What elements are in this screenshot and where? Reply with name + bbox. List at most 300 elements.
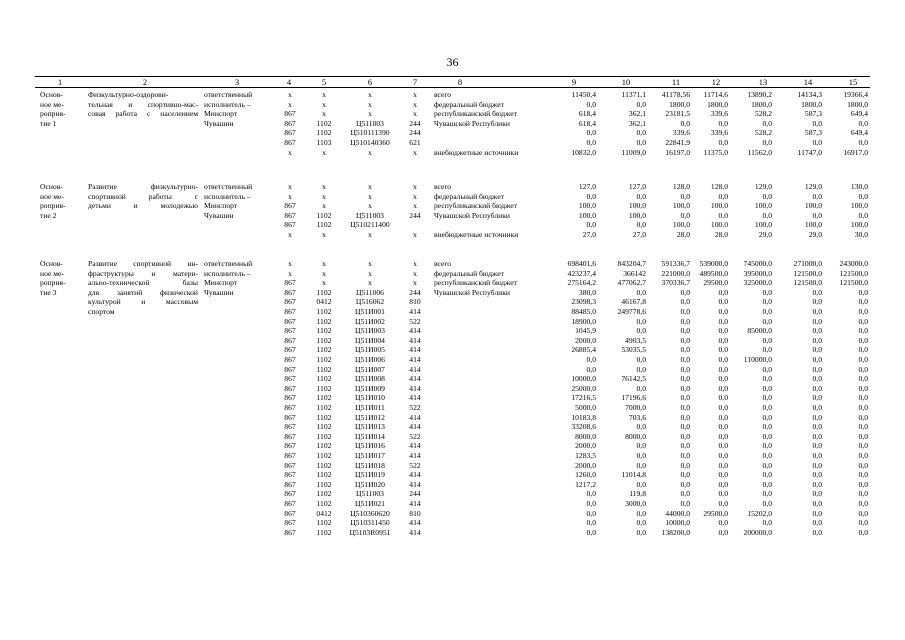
expense-type-code: 414 (409, 335, 421, 345)
header-cell: 12 (711, 77, 721, 87)
activity-title: для занятий физической (88, 287, 198, 297)
amount-cell: 0,0 (762, 451, 772, 460)
amount-cell: 41178,56 (661, 90, 690, 99)
grbs-code: 867 (284, 297, 296, 307)
amount-cell: 129,0 (754, 182, 772, 191)
grbs-code: x (288, 268, 292, 278)
amount-cell: 0,0 (680, 210, 690, 220)
activity-title: спортивной работы с (88, 191, 198, 201)
section-code: x (322, 230, 326, 239)
activity-label: Основ- (40, 259, 63, 268)
grbs-code: x (288, 191, 292, 201)
amount-cell: 0,0 (858, 479, 868, 489)
responsible-executor: Чувашии (204, 210, 234, 220)
expense-type-code: 414 (409, 374, 421, 384)
amount-cell: 0,0 (680, 460, 690, 470)
grbs-code: 867 (284, 412, 296, 422)
funding-source: всего (434, 90, 452, 99)
activity-label: тие 3 (40, 287, 57, 297)
target-article-code: Ц51И020 (355, 479, 385, 489)
amount-cell: 0,0 (858, 138, 868, 147)
amount-cell: 121500,0 (793, 278, 822, 288)
target-article-code: Ц510211400 (350, 220, 390, 230)
section-code: 1102 (316, 335, 332, 345)
activity-title: ально-технической базы (88, 278, 198, 288)
amount-cell: 28,0 (714, 230, 728, 239)
amount-cell: 100,0 (710, 201, 728, 211)
amount-cell: 0,0 (586, 191, 596, 201)
amount-cell: 380,0 (578, 287, 596, 297)
target-article-code: Ц510311450 (350, 518, 390, 528)
amount-cell: 0,0 (812, 508, 822, 518)
amount-cell: 27,0 (582, 230, 596, 239)
amount-cell: 0,0 (762, 374, 772, 384)
amount-cell: 0,0 (636, 508, 646, 518)
amount-cell: 0,0 (858, 335, 868, 345)
expense-type-code: 522 (409, 431, 421, 441)
target-article-code: Ц511003 (356, 118, 384, 128)
amount-cell: 16917,0 (843, 147, 868, 157)
amount-cell: 0,0 (812, 518, 822, 528)
amount-cell: 0,0 (812, 499, 822, 508)
activity-title: фраструктуры и матери- (88, 268, 198, 278)
amount-cell: 0,0 (762, 518, 772, 528)
amount-cell: 0,0 (680, 345, 690, 355)
amount-cell: 0,0 (718, 518, 728, 528)
section-code: 1102 (316, 403, 332, 412)
amount-cell: 271000,0 (793, 259, 822, 268)
expense-type-code: 244 (409, 128, 421, 138)
amount-cell: 0,0 (858, 374, 868, 384)
amount-cell: 0,0 (680, 383, 690, 393)
header-cell: 7 (412, 77, 418, 87)
responsible-executor: Минспорт (204, 109, 238, 119)
amount-cell: 1283,5 (575, 451, 596, 460)
amount-cell: 0,0 (812, 364, 822, 374)
amount-cell: 0,0 (858, 307, 868, 316)
amount-cell: 0,0 (680, 499, 690, 508)
amount-cell: 0,0 (858, 364, 868, 374)
amount-cell: 0,0 (586, 489, 596, 499)
grbs-code: 867 (284, 201, 296, 211)
amount-cell: 0,0 (718, 460, 728, 470)
amount-cell: 0,0 (812, 460, 822, 470)
target-article-code: x (368, 90, 372, 99)
amount-cell: 370336,7 (661, 278, 690, 288)
amount-cell: 0,0 (680, 118, 690, 128)
amount-cell: 16197,0 (665, 147, 690, 157)
responsible-executor: Чувашии (204, 118, 234, 128)
amount-cell: 11375,0 (703, 147, 728, 157)
section-code: 1102 (316, 470, 332, 480)
activity-label: ное ме- (40, 99, 64, 109)
expense-type-code: 414 (409, 383, 421, 393)
target-article-code: x (368, 109, 372, 119)
expense-type-code: 414 (409, 479, 421, 489)
section-code: 1102 (316, 422, 332, 432)
amount-cell: 0,0 (858, 451, 868, 460)
amount-cell: 1045,9 (575, 326, 596, 336)
amount-cell: 0,0 (718, 479, 728, 489)
amount-cell: 0,0 (762, 335, 772, 345)
section-code: 1103 (316, 138, 332, 147)
amount-cell: 0,0 (812, 345, 822, 355)
target-article-code: Ц511006 (356, 287, 384, 297)
expense-type-code: 414 (409, 422, 421, 432)
amount-cell: 0,0 (762, 316, 772, 326)
amount-cell: 127,0 (628, 182, 646, 191)
amount-cell: 0,0 (680, 393, 690, 403)
activity-label: роприя- (40, 109, 66, 119)
amount-cell: 44000,0 (665, 508, 690, 518)
grbs-code: 867 (284, 470, 296, 480)
target-article-code: Ц51И013 (355, 422, 385, 432)
amount-cell: 200000,0 (743, 527, 772, 537)
amount-cell: 0,0 (812, 307, 822, 316)
expense-type-code: 810 (409, 297, 421, 307)
grbs-code: 867 (284, 508, 296, 518)
amount-cell: 128,0 (710, 182, 728, 191)
amount-cell: 477062,7 (617, 278, 646, 288)
amount-cell: 0,0 (812, 412, 822, 422)
activity-label: ное ме- (40, 191, 64, 201)
amount-cell: 8000,0 (575, 431, 596, 441)
amount-cell: 0,0 (812, 355, 822, 364)
grbs-code: 867 (284, 479, 296, 489)
amount-cell: 53035,5 (621, 345, 646, 355)
responsible-executor: Чувашии (204, 287, 234, 297)
amount-cell: 19366,4 (843, 90, 868, 99)
grbs-code: 867 (284, 460, 296, 470)
amount-cell: 698401,6 (567, 259, 596, 268)
amount-cell: 0,0 (858, 383, 868, 393)
section-code: 1102 (316, 345, 332, 355)
amount-cell: 0,0 (812, 210, 822, 220)
amount-cell: 28,0 (676, 230, 690, 239)
target-article-code: Ц51И019 (355, 470, 385, 480)
amount-cell: 0,0 (636, 479, 646, 489)
target-article-code: Ц51И012 (355, 412, 385, 422)
amount-cell: 10183,8 (571, 412, 596, 422)
grbs-code: 867 (284, 403, 296, 412)
amount-cell: 0,0 (718, 403, 728, 412)
expense-type-code: 414 (409, 451, 421, 460)
amount-cell: 703,6 (628, 412, 646, 422)
amount-cell: 0,0 (762, 422, 772, 432)
activity-label: тие 1 (40, 118, 57, 128)
amount-cell: 30,0 (854, 230, 868, 239)
amount-cell: 0,0 (812, 287, 822, 297)
amount-cell: 121500,0 (839, 278, 868, 288)
activity-title: культурой и массовым (88, 297, 198, 307)
amount-cell: 129,0 (804, 182, 822, 191)
activity-label: Основ- (40, 182, 63, 191)
amount-cell: 0,0 (586, 527, 596, 537)
grbs-code: 867 (284, 210, 296, 220)
amount-cell: 1800,0 (847, 99, 868, 109)
amount-cell: 100,0 (628, 201, 646, 211)
target-article-code: Ц51И008 (355, 374, 385, 384)
grbs-code: 867 (284, 364, 296, 374)
section-code: x (322, 201, 326, 211)
amount-cell: 0,0 (858, 460, 868, 470)
amount-cell: 0,0 (680, 422, 690, 432)
amount-cell: 0,0 (636, 326, 646, 336)
amount-cell: 0,0 (586, 138, 596, 147)
table-header-row (35, 76, 870, 88)
amount-cell: 0,0 (812, 451, 822, 460)
amount-cell: 76142,5 (621, 374, 646, 384)
amount-cell: 2000,0 (575, 335, 596, 345)
amount-cell: 221000,0 (661, 268, 690, 278)
grbs-code: 867 (284, 335, 296, 345)
amount-cell: 0,0 (586, 128, 596, 138)
expense-type-code: 414 (409, 499, 421, 508)
grbs-code: x (288, 182, 292, 191)
section-code: 1102 (316, 316, 332, 326)
amount-cell: 2000,0 (575, 441, 596, 451)
funding-source: республиканский бюджет (434, 109, 517, 119)
expense-type-code: x (413, 182, 417, 191)
amount-cell: 0,0 (718, 138, 728, 147)
amount-cell: 0,0 (636, 316, 646, 326)
amount-cell: 0,0 (762, 470, 772, 480)
grbs-code: 867 (284, 307, 296, 316)
expense-type-code: 621 (409, 138, 421, 147)
header-cell: 6 (367, 77, 373, 87)
grbs-code: 867 (284, 383, 296, 393)
section-code: x (322, 182, 326, 191)
amount-cell: 100,0 (628, 210, 646, 220)
section-code: 1102 (316, 393, 332, 403)
amount-cell: 339,6 (710, 128, 728, 138)
amount-cell: 10000,0 (665, 518, 690, 528)
amount-cell: 100,0 (804, 220, 822, 230)
amount-cell: 0,0 (636, 138, 646, 147)
amount-cell: 0,0 (680, 191, 690, 201)
amount-cell: 100,0 (710, 220, 728, 230)
section-code: 1102 (316, 287, 332, 297)
amount-cell: 649,4 (850, 128, 868, 138)
amount-cell: 0,0 (762, 479, 772, 489)
amount-cell: 0,0 (762, 403, 772, 412)
amount-cell: 0,0 (718, 422, 728, 432)
header-cell: 8 (457, 77, 463, 87)
target-article-code: Ц51И009 (355, 383, 385, 393)
amount-cell: 100,0 (804, 201, 822, 211)
target-article-code: x (368, 182, 372, 191)
amount-cell: 11714,6 (703, 90, 728, 99)
grbs-code: 867 (284, 345, 296, 355)
amount-cell: 100,0 (754, 220, 772, 230)
amount-cell: 0,0 (812, 393, 822, 403)
amount-cell: 23181,5 (665, 109, 690, 119)
amount-cell: 618,4 (578, 118, 596, 128)
grbs-code: 867 (284, 499, 296, 508)
section-code: 1102 (316, 210, 332, 220)
amount-cell: 0,0 (812, 479, 822, 489)
amount-cell: 528,2 (754, 128, 772, 138)
amount-cell: 0,0 (680, 307, 690, 316)
amount-cell: 0,0 (718, 470, 728, 480)
amount-cell: 0,0 (858, 287, 868, 297)
amount-cell: 138200,0 (661, 527, 690, 537)
target-article-code: Ц510111390 (350, 128, 390, 138)
grbs-code: 867 (284, 355, 296, 364)
amount-cell: 0,0 (858, 297, 868, 307)
amount-cell: 362,1 (628, 109, 646, 119)
grbs-code: 867 (284, 128, 296, 138)
amount-cell: 15202,0 (747, 508, 772, 518)
target-article-code: x (368, 259, 372, 268)
target-article-code: Ц51И006 (355, 355, 385, 364)
target-article-code: Ц51И010 (355, 393, 385, 403)
target-article-code: x (368, 230, 372, 239)
amount-cell: 0,0 (812, 489, 822, 499)
amount-cell: 13890,2 (747, 90, 772, 99)
expense-type-code: x (413, 191, 417, 201)
target-article-code: Ц51И005 (355, 345, 385, 355)
amount-cell: 0,0 (718, 191, 728, 201)
section-code: 0412 (316, 508, 332, 518)
amount-cell: 0,0 (762, 297, 772, 307)
target-article-code: Ц51И018 (355, 460, 385, 470)
amount-cell: 587,3 (804, 109, 822, 119)
amount-cell: 0,0 (718, 345, 728, 355)
amount-cell: 1260,0 (575, 470, 596, 480)
grbs-code: x (288, 230, 292, 239)
section-code: 1102 (316, 451, 332, 460)
target-article-code: Ц51И016 (355, 441, 385, 451)
amount-cell: 0,0 (812, 431, 822, 441)
section-code: 1102 (316, 355, 332, 364)
amount-cell: 100,0 (672, 201, 690, 211)
funding-source: Чувашской Республики (434, 210, 510, 220)
amount-cell: 11014,8 (621, 470, 646, 480)
expense-type-code: 414 (409, 412, 421, 422)
amount-cell: 0,0 (858, 118, 868, 128)
expense-type-code: 414 (409, 470, 421, 480)
amount-cell: 0,0 (762, 210, 772, 220)
header-cell: 1 (57, 77, 63, 87)
amount-cell: 1800,0 (801, 99, 822, 109)
amount-cell: 0,0 (718, 297, 728, 307)
amount-cell: 0,0 (762, 345, 772, 355)
amount-cell: 0,0 (718, 355, 728, 364)
expense-type-code: 522 (409, 403, 421, 412)
amount-cell: 0,0 (718, 393, 728, 403)
amount-cell: 11562,0 (747, 147, 772, 157)
amount-cell: 0,0 (812, 441, 822, 451)
amount-cell: 0,0 (858, 393, 868, 403)
amount-cell: 0,0 (636, 460, 646, 470)
responsible-executor: исполнитель – (204, 268, 251, 278)
amount-cell: 1800,0 (669, 99, 690, 109)
amount-cell: 0,0 (718, 335, 728, 345)
grbs-code: 867 (284, 278, 296, 288)
amount-cell: 0,0 (718, 527, 728, 537)
amount-cell: 85000,0 (747, 326, 772, 336)
amount-cell: 29,0 (758, 230, 772, 239)
amount-cell: 4903,5 (625, 335, 646, 345)
header-cell: 13 (758, 77, 768, 87)
amount-cell: 0,0 (718, 118, 728, 128)
amount-cell: 0,0 (718, 307, 728, 316)
amount-cell: 591336,7 (661, 259, 690, 268)
amount-cell: 0,0 (586, 518, 596, 528)
amount-cell: 395000,0 (743, 268, 772, 278)
amount-cell: 0,0 (636, 287, 646, 297)
amount-cell: 0,0 (680, 479, 690, 489)
responsible-executor: ответственный (204, 259, 253, 268)
header-cell: 15 (848, 77, 858, 87)
expense-type-code: 244 (409, 489, 421, 499)
section-code: 1102 (316, 307, 332, 316)
header-cell: 2 (142, 77, 148, 87)
section-code: 1102 (316, 431, 332, 441)
grbs-code: 867 (284, 109, 296, 119)
amount-cell: 0,0 (718, 499, 728, 508)
amount-cell: 0,0 (680, 355, 690, 364)
amount-cell: 0,0 (636, 99, 646, 109)
section-code: 1102 (316, 326, 332, 336)
amount-cell: 0,0 (636, 527, 646, 537)
amount-cell: 0,0 (636, 355, 646, 364)
amount-cell: 25000,0 (571, 383, 596, 393)
amount-cell: 0,0 (858, 316, 868, 326)
responsible-executor: Минспорт (204, 201, 238, 211)
target-article-code: Ц5103R0951 (349, 527, 391, 537)
amount-cell: 528,2 (754, 109, 772, 119)
section-code: 1102 (316, 518, 332, 528)
amount-cell: 1800,0 (707, 99, 728, 109)
section-code: x (322, 99, 326, 109)
amount-cell: 243000,0 (839, 259, 868, 268)
amount-cell: 110000,0 (743, 355, 772, 364)
target-article-code: Ц51И007 (355, 364, 385, 374)
amount-cell: 0,0 (858, 431, 868, 441)
amount-cell: 29,0 (808, 230, 822, 239)
header-cell: 9 (571, 77, 577, 87)
funding-source: федеральный бюджет (434, 191, 504, 201)
activity-label: Основ- (40, 90, 63, 99)
activity-title: Физкультурно-оздорови- (88, 90, 169, 99)
responsible-executor: ответственный (204, 182, 253, 191)
amount-cell: 0,0 (680, 412, 690, 422)
amount-cell: 0,0 (586, 99, 596, 109)
funding-source: всего (434, 182, 452, 191)
amount-cell: 0,0 (680, 335, 690, 345)
amount-cell: 745000,0 (743, 259, 772, 268)
section-code: 0412 (316, 297, 332, 307)
expense-type-code: x (413, 268, 417, 278)
amount-cell: 0,0 (718, 489, 728, 499)
amount-cell: 100,0 (578, 201, 596, 211)
amount-cell: 0,0 (636, 451, 646, 460)
expense-type-code: x (413, 230, 417, 239)
funding-source: внебюджетные источники (434, 230, 519, 239)
amount-cell: 843204,7 (617, 259, 646, 268)
amount-cell: 0,0 (858, 489, 868, 499)
amount-cell: 0,0 (586, 355, 596, 364)
expense-type-code: 244 (409, 287, 421, 297)
amount-cell: 5000,0 (575, 403, 596, 412)
section-code: x (322, 259, 326, 268)
amount-cell: 0,0 (636, 422, 646, 432)
amount-cell: 0,0 (586, 220, 596, 230)
header-cell: 4 (286, 77, 292, 87)
amount-cell: 17216,5 (571, 393, 596, 403)
